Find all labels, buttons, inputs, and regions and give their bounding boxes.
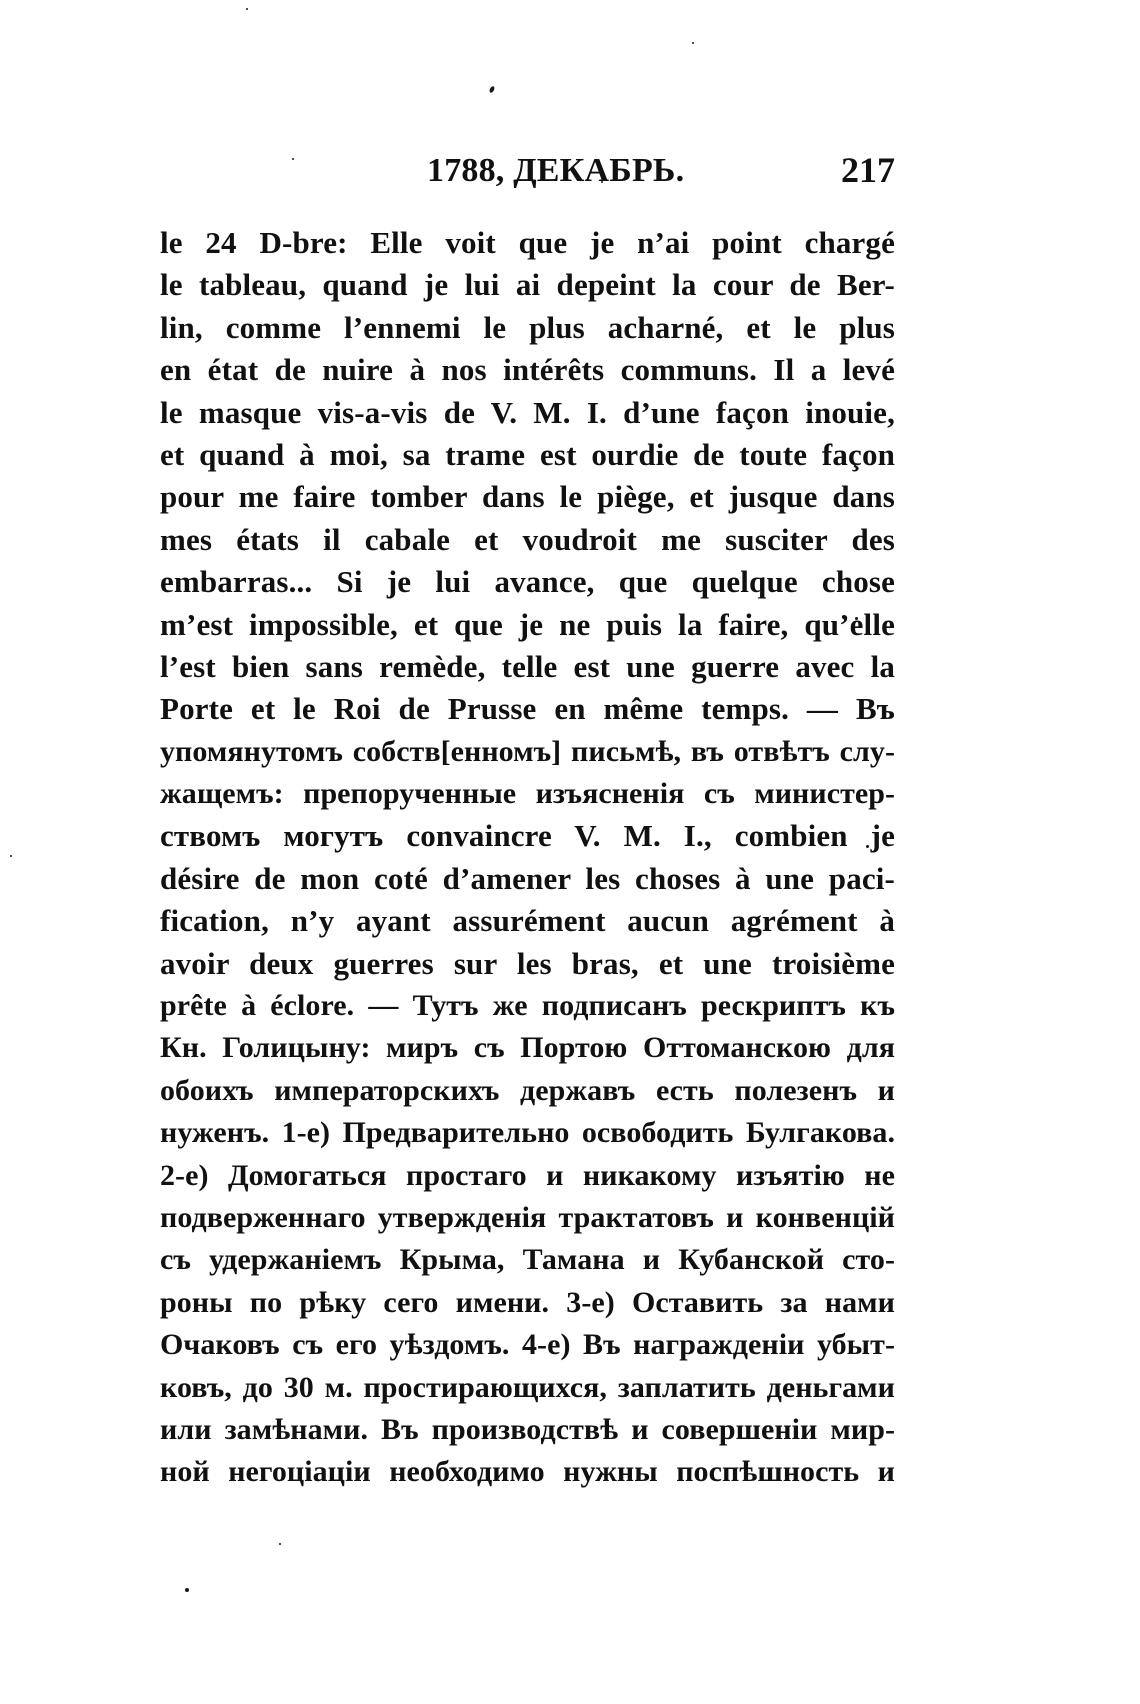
- text-line: обоихъ императорскихъ державъ есть полезенъ и: [160, 1073, 895, 1107]
- page-number: 217: [841, 150, 895, 190]
- print-speck: [692, 42, 694, 44]
- text-line: et quand à moi, sa trame est ourdie de toute façon: [160, 436, 895, 472]
- text-line: m’est impossible, et que je ne puis la faire, qu’elle: [160, 606, 895, 642]
- text-line: en état de nuire à nos intérêts communs. Il a levé: [160, 352, 895, 388]
- text-line: Porte et le Roi de Prusse en même temps. — Въ: [160, 691, 895, 727]
- text-line: или замѣнами. Въ производствѣ и совершеніи мир-: [160, 1412, 895, 1446]
- text-line: нуженъ. 1-е) Предварительно освободить Булгакова.: [160, 1116, 895, 1150]
- text-line: упомянутомъ собств[енномъ] письмѣ, въ отвѣтъ слу-: [160, 734, 895, 768]
- text-line: prête à éclore. — Тутъ же подписанъ рескриптъ къ: [160, 989, 895, 1023]
- print-speck: [246, 8, 248, 10]
- text-line: съ удержаніемъ Крыма, Тамана и Кубанской сто-: [160, 1243, 895, 1277]
- print-speck: [10, 855, 12, 857]
- text-line: 2-е) Домогаться простаго и никакому изъятію не: [160, 1158, 895, 1192]
- text-line: l’est bien sans remède, telle est une guerre avec la: [160, 648, 895, 684]
- running-head: 1788, ДЕКАБРЬ.: [427, 152, 685, 189]
- text-line: avoir deux guerres sur les bras, et une troisième: [160, 945, 895, 981]
- text-line: роны по рѣку сего имени. 3-е) Оставить за нами: [160, 1285, 895, 1319]
- print-speck: [185, 1588, 189, 1592]
- text-line: жащемъ: препорученные изъясненія съ министер-: [160, 777, 895, 811]
- text-line: mes états il cabale et voudroit me susciter des: [160, 521, 895, 557]
- text-line: Очаковъ съ его уѣздомъ. 4-е) Въ награжденіи убыт-: [160, 1328, 895, 1362]
- text-line: le masque vis-a-vis de V. M. I. d’une façon inouie,: [160, 394, 895, 430]
- text-line: подверженнаго утвержденія трактатовъ и конвенцій: [160, 1200, 895, 1234]
- text-line: fication, n’y ayant assurément aucun agrément à: [160, 903, 895, 939]
- text-line: le tableau, quand je lui ai depeint la cour de Ber-: [160, 267, 895, 303]
- text-line: ковъ, до 30 м. простирающихся, заплатить деньгами: [160, 1370, 895, 1404]
- text-line: lin, comme l’ennemi le plus acharné, et le plus: [160, 309, 895, 345]
- text-line: pour me faire tomber dans le piège, et jusque dans: [160, 479, 895, 515]
- text-line: désire de mon coté d’amener les choses à une paci-: [160, 860, 895, 896]
- text-line: ной негоціаціи необходимо нужны поспѣшность и: [160, 1455, 895, 1489]
- page-header: [160, 150, 895, 200]
- print-speck: [489, 85, 496, 93]
- text-line: ствомъ могутъ convaincre V. M. I., combien je: [160, 818, 895, 854]
- body-text: [160, 222, 895, 1494]
- print-speck: [279, 1543, 281, 1545]
- text-line: Кн. Голицыну: миръ съ Портою Оттоманскою для: [160, 1031, 895, 1065]
- text-line: le 24 D-bre: Elle voit que je n’ai point chargé: [160, 225, 895, 260]
- text-line: embarras... Si je lui avance, que quelque chose: [160, 564, 895, 600]
